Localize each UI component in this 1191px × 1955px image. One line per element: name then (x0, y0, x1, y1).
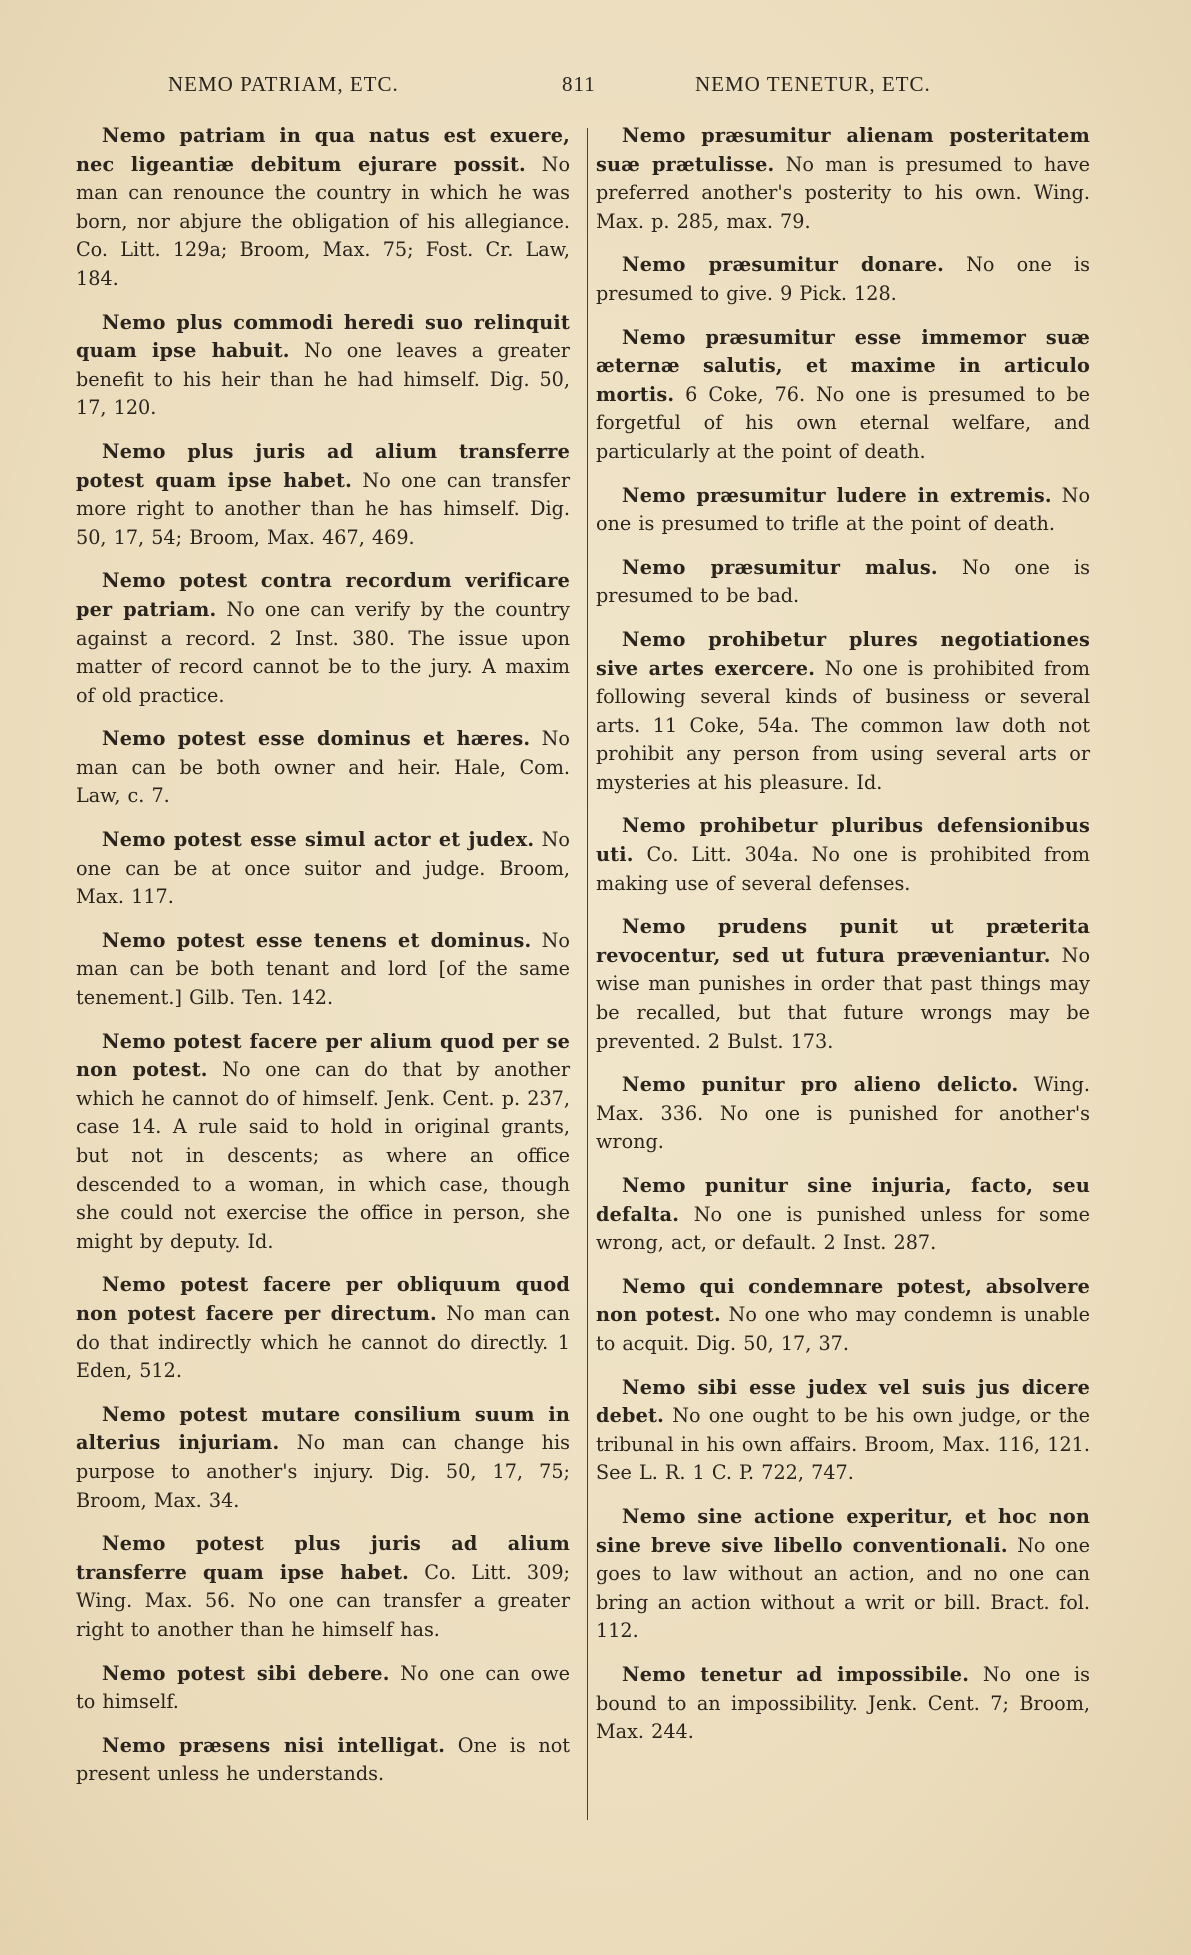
maxim-entry (76, 1660, 570, 1717)
maxim-latin: Nemo potest mutare consilium suum in alterius injuriam. (76, 1402, 570, 1455)
maxim-translation: Co. Litt. 304a. No one is prohibited from making use of several defenses. (596, 843, 1090, 895)
maxim-latin: Nemo potest esse simul actor et judex. (102, 828, 535, 852)
maxim-entry (596, 626, 1090, 798)
maxim-translation: 6 Coke, 76. No one is presumed to be forgetful of his own eternal welfare, and particularly at the point of death. (596, 382, 1090, 463)
running-head-right: NEMO TENETUR, ETC. (695, 72, 931, 96)
maxim-latin: Nemo prohibetur plures negotiationes sive artes exercere. (596, 627, 1090, 680)
maxim-latin: Nemo tenetur ad impossibile. (622, 1662, 970, 1686)
maxim-entry (596, 812, 1090, 898)
maxim-entry (596, 251, 1090, 308)
maxim-entry (76, 1732, 570, 1789)
maxim-translation: No one can be at once suitor and judge. Broom, Max. 117. (76, 828, 570, 909)
maxim-entry (596, 1273, 1090, 1359)
maxim-translation: One is not present unless he understands. (76, 1733, 570, 1786)
maxim-entry (76, 309, 570, 423)
maxim-translation: No man can change his purpose to another's injury. Dig. 50, 17, 75; Broom, Max. 34. (76, 1431, 570, 1512)
maxim-translation: No one can transfer more right to another than he has himself. Dig. 50, 17, 54; Broom, Max. 467, 469. (76, 468, 570, 549)
running-head-left: NEMO PATRIAM, ETC. (168, 72, 399, 96)
maxim-entry (596, 324, 1090, 467)
maxim-translation: No wise man punishes in order that past things may be recalled, but that future wrongs may be prevented. 2 Bulst. 173. (596, 943, 1090, 1053)
maxim-entry (596, 1172, 1090, 1258)
left-column (76, 122, 570, 1804)
maxim-translation: No one can owe to himself. (76, 1661, 570, 1714)
maxim-latin: Nemo præsens nisi intelligat. (102, 1733, 446, 1757)
page-header (0, 72, 1191, 102)
maxim-entry (76, 1028, 570, 1257)
maxim-translation: Co. Litt. 309; Wing. Max. 56. No one can transfer a greater right to another than he himself has. (76, 1560, 570, 1641)
maxim-latin: Nemo plus commodi heredi suo relinquit quam ipse habuit. (76, 310, 570, 363)
maxim-entry (76, 1530, 570, 1644)
maxim-translation: No one is presumed to trifle at the point of death. (596, 483, 1090, 536)
maxim-translation: No one leaves a greater benefit to his heir than he had himself. Dig. 50, 17, 120. (76, 339, 570, 420)
maxim-translation: No one can do that by another which he cannot do of himself. Jenk. Cent. p. 237, case 14. A rule said to hold in original grants, but not in descents; as where an office descended to a woman, in which case, though she could not exercise the office in person, she might by deputy. Id. (76, 1058, 570, 1253)
right-column (596, 122, 1090, 1762)
maxim-latin: Nemo prohibetur pluribus defensionibus uti. (596, 814, 1090, 867)
maxim-latin: Nemo potest sibi debere. (102, 1661, 390, 1685)
maxim-entry (76, 826, 570, 912)
column-divider (587, 128, 588, 1820)
maxim-translation: No one can verify by the country against a record. 2 Inst. 380. The issue upon matter of record cannot be to the jury. A maxim of old practice. (76, 597, 570, 707)
maxim-translation: No one ought to be his own judge, or the tribunal in his own affairs. Broom, Max. 116, 121. See L. R. 1 C. P. 722, 747. (596, 1404, 1090, 1485)
maxim-latin: Nemo punitur pro alieno delicto. (622, 1073, 1019, 1097)
maxim-translation: Wing. Max. 336. No one is punished for another's wrong. (596, 1073, 1090, 1154)
maxim-latin: Nemo præsumitur donare. (622, 253, 944, 277)
maxim-entry (596, 1374, 1090, 1488)
maxim-translation: No one who may condemn is unable to acquit. Dig. 50, 17, 37. (596, 1303, 1090, 1355)
maxim-translation: No man can be both owner and heir. Hale, Com. Law, c. 7. (76, 727, 570, 808)
maxim-entry (76, 927, 570, 1013)
maxim-translation: No one is prohibited from following several kinds of business or several arts. 11 Coke, 54a. The common law doth not prohibit any person from using several arts or mysteries at his pleasure. Id. (596, 656, 1091, 794)
maxim-latin: Nemo prudens punit ut præterita revocentur, sed ut futura præveniantur. (596, 915, 1090, 967)
maxim-latin: Nemo sine actione experitur, et hoc non sine breve sive libello conventionali. (596, 1504, 1090, 1557)
maxim-entry (596, 913, 1090, 1056)
maxim-translation: No one is presumed to be bad. (596, 555, 1090, 608)
maxim-latin: Nemo potest esse tenens et dominus. (102, 928, 532, 952)
maxim-latin: Nemo præsumitur malus. (622, 555, 938, 579)
maxim-latin: Nemo potest contra recordum verificare per patriam. (76, 569, 570, 621)
maxim-entry (76, 725, 570, 811)
maxim-entry (596, 1503, 1090, 1646)
maxim-entry (596, 122, 1090, 236)
maxim-entry (596, 554, 1090, 611)
maxim-entry (76, 567, 570, 710)
maxim-entry (76, 1271, 570, 1385)
maxim-entry (596, 1071, 1090, 1157)
maxim-latin: Nemo præsumitur alienam posteritatem suæ prætulisse. (596, 124, 1090, 176)
maxim-latin: Nemo potest facere per alium quod per se non potest. (76, 1029, 570, 1082)
maxim-entry (596, 482, 1090, 539)
maxim-latin: Nemo præsumitur esse immemor suæ æternæ salutis, et maxime in articulo mortis. (596, 325, 1090, 406)
maxim-entry (596, 1661, 1090, 1747)
maxim-latin: Nemo patriam in qua natus est exuere, nec ligeantiæ debitum ejurare possit. (76, 124, 570, 176)
maxim-translation: No one is bound to an impossibility. Jenk. Cent. 7; Broom, Max. 244. (596, 1662, 1090, 1744)
maxim-latin: Nemo sibi esse judex vel suis jus dicere debet. (596, 1375, 1090, 1428)
maxim-entry (76, 122, 570, 294)
maxim-entry (76, 438, 570, 552)
maxim-translation: No man can do that indirectly which he cannot do directly. 1 Eden, 512. (76, 1301, 570, 1383)
maxim-latin: Nemo qui condemnare potest, absolvere non potest. (596, 1274, 1090, 1327)
maxim-translation: No man is presumed to have preferred another's posterity to his own. Wing. Max. p. 285, max. 79. (596, 152, 1091, 233)
maxim-translation: No man can renounce the country in which he was born, nor abjure the obligation of his allegiance. Co. Litt. 129a; Broom, Max. 75; Fost. Cr. Law, 184. (76, 152, 570, 290)
maxim-entry (76, 1401, 570, 1515)
maxim-latin: Nemo præsumitur ludere in extremis. (622, 483, 1052, 507)
maxim-translation: No one goes to law without an action, and no one can bring an action without a writ or bill. Bract. fol. 112. (596, 1533, 1090, 1643)
maxim-latin: Nemo punitur sine injuria, facto, seu defalta. (596, 1174, 1090, 1226)
maxim-latin: Nemo potest facere per obliquum quod non potest facere per directum. (76, 1273, 570, 1325)
page-number: 811 (562, 72, 596, 96)
maxim-latin: Nemo plus juris ad alium transferre potest quam ipse habet. (76, 439, 570, 492)
maxim-translation: No one is punished unless for some wrong, act, or default. 2 Inst. 287. (596, 1202, 1090, 1255)
maxim-latin: Nemo potest plus juris ad alium transferre quam ipse habet. (76, 1532, 570, 1584)
maxim-latin: Nemo potest esse dominus et hæres. (102, 727, 531, 751)
maxim-translation: No one is presumed to give. 9 Pick. 128. (596, 253, 1090, 305)
maxim-translation: No man can be both tenant and lord [of the same tenement.] Gilb. Ten. 142. (76, 928, 570, 1010)
